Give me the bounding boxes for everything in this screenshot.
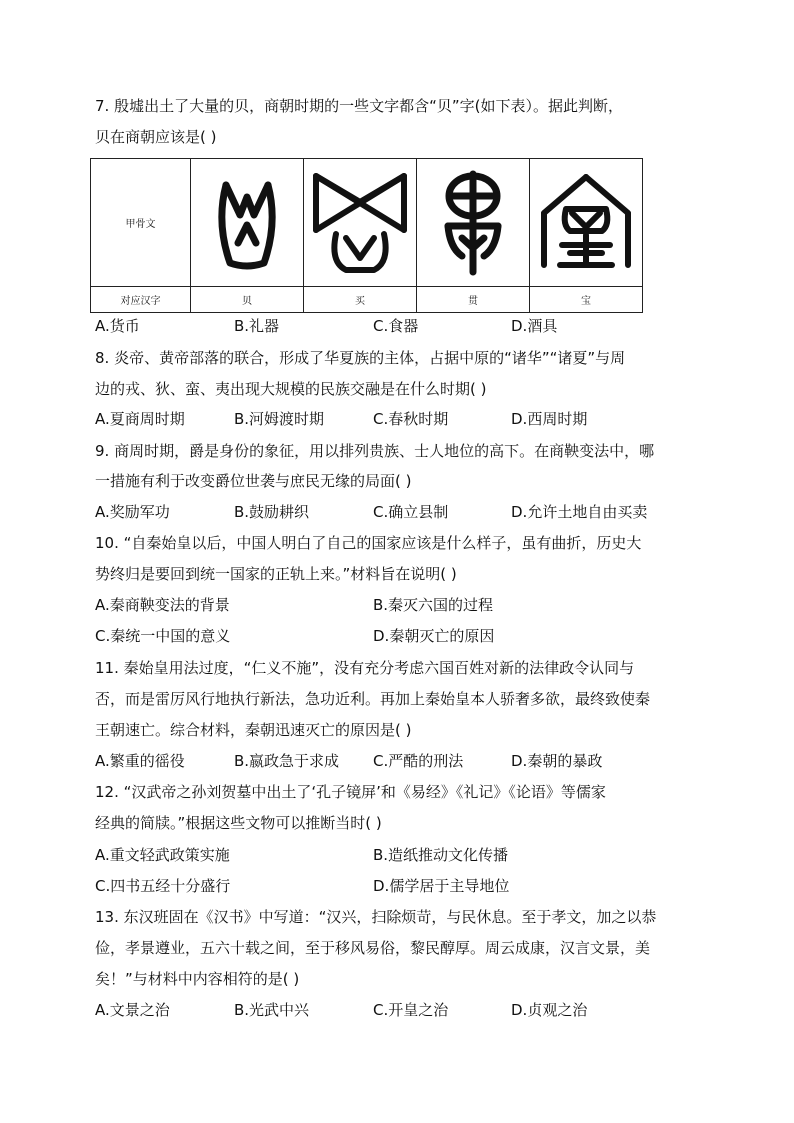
q8-option-a[interactable]: A.夏商周时期 — [95, 410, 185, 428]
q8-option-c[interactable]: C.春秋时期 — [373, 410, 449, 428]
oracle-bei-icon — [191, 159, 304, 287]
q9-option-a[interactable]: A.奖励军功 — [95, 503, 170, 521]
q8-stem-line1: 8. 炎帝、黄帝部落的联合，形成了华夏族的主体，占据中原的“诸华”“诸夏”与周 — [95, 349, 626, 367]
q7-option-d[interactable]: D.酒具 — [511, 317, 558, 335]
oracle-guan-icon — [417, 159, 530, 287]
q12-option-a[interactable]: A.重文轻武政策实施 — [95, 846, 230, 864]
q11-stem-line3: 王朝速亡。综合材料，秦朝迅速灭亡的原因是( ) — [95, 721, 412, 739]
char-mai: 买 — [304, 287, 417, 313]
q9-stem-line2: 一措施有利于改变爵位世袭与庶民无缘的局面( ) — [95, 472, 412, 490]
q12-option-c[interactable]: C.四书五经十分盛行 — [95, 877, 231, 895]
char-guan: 贯 — [417, 287, 530, 313]
q7-option-b[interactable]: B.礼器 — [234, 317, 280, 335]
q13-stem-line1: 13. 东汉班固在《汉书》中写道：“汉兴，扫除烦苛，与民休息。至于孝文，加之以恭 — [95, 908, 657, 926]
oracle-bao-icon — [530, 159, 643, 287]
q9-option-c[interactable]: C.确立县制 — [373, 503, 449, 521]
oracle-mai-icon — [304, 159, 417, 287]
q8-option-b[interactable]: B.河姆渡时期 — [234, 410, 325, 428]
q13-stem-line3: 矣！”与材料中内容相符的是( ) — [95, 970, 300, 988]
q7-option-a[interactable]: A.货币 — [95, 317, 140, 335]
q11-option-b[interactable]: B.嬴政急于求成 — [234, 752, 340, 770]
q13-option-d[interactable]: D.贞观之治 — [511, 1001, 588, 1019]
q10-option-d[interactable]: D.秦朝灭亡的原因 — [373, 627, 495, 645]
char-bei: 贝 — [191, 287, 304, 313]
q7-stem-line1: 7. 殷墟出土了大量的贝，商朝时期的一些文字都含“贝”字(如下表）。据此判断， — [95, 97, 623, 115]
q11-option-d[interactable]: D.秦朝的暴政 — [511, 752, 603, 770]
q12-option-d[interactable]: D.儒学居于主导地位 — [373, 877, 510, 895]
q11-option-a[interactable]: A.繁重的徭役 — [95, 752, 185, 770]
q11-option-c[interactable]: C.严酷的刑法 — [373, 752, 464, 770]
q8-stem-line2: 边的戎、狄、蛮、夷出现大规模的民族交融是在什么时期( ) — [95, 380, 487, 398]
q13-stem-line2: 俭，孝景遵业，五六十载之间，至于移风易俗，黎民醇厚。周云成康，汉言文景，美 — [95, 939, 651, 957]
q11-stem-line1: 11. 秦始皇用法过度，“仁义不施”，没有充分考虑六国百姓对新的法律政令认同与 — [95, 659, 635, 677]
char-bao: 宝 — [530, 287, 643, 313]
q10-stem-line1: 10. “自秦始皇以后，中国人明白了自己的国家应该是什么样子，虽有曲折，历史大 — [95, 534, 642, 552]
q7-option-c[interactable]: C.食器 — [373, 317, 419, 335]
q13-option-b[interactable]: B.光武中兴 — [234, 1001, 310, 1019]
char-row-header: 对应汉字 — [91, 287, 191, 313]
q13-option-a[interactable]: A.文景之治 — [95, 1001, 170, 1019]
q9-option-b[interactable]: B.鼓励耕织 — [234, 503, 310, 521]
oracle-row-header: 甲骨文 — [91, 159, 191, 287]
q12-stem-line1: 12. “汉武帝之孙刘贺墓中出土了‘孔子镜屏’和《易经》《礼记》《论语》等儒家 — [95, 783, 606, 801]
q13-option-c[interactable]: C.开皇之治 — [373, 1001, 449, 1019]
q11-stem-line2: 否，而是雷厉风行地执行新法，急功近利。再加上秦始皇本人骄奢多欲，最终致使秦 — [95, 690, 651, 708]
q10-option-b[interactable]: B.秦灭六国的过程 — [373, 596, 494, 614]
q9-stem-line1: 9. 商周时期，爵是身份的象征，用以排列贵族、士人地位的高下。在商鞅变法中，哪 — [95, 442, 655, 460]
q10-option-c[interactable]: C.秦统一中国的意义 — [95, 627, 231, 645]
q7-stem-line2: 贝在商朝应该是( ) — [95, 128, 217, 146]
oracle-bone-table — [90, 158, 643, 313]
q10-stem-line2: 势终归是要回到统一国家的正轨上来。”材料旨在说明( ) — [95, 565, 457, 583]
q8-option-d[interactable]: D.西周时期 — [511, 410, 588, 428]
q10-option-a[interactable]: A.秦商鞅变法的背景 — [95, 596, 230, 614]
q12-stem-line2: 经典的简牍。”根据这些文物可以推断当时( ) — [95, 814, 382, 832]
q12-option-b[interactable]: B.造纸推动文化传播 — [373, 846, 509, 864]
q9-option-d[interactable]: D.允许土地自由买卖 — [511, 503, 648, 521]
